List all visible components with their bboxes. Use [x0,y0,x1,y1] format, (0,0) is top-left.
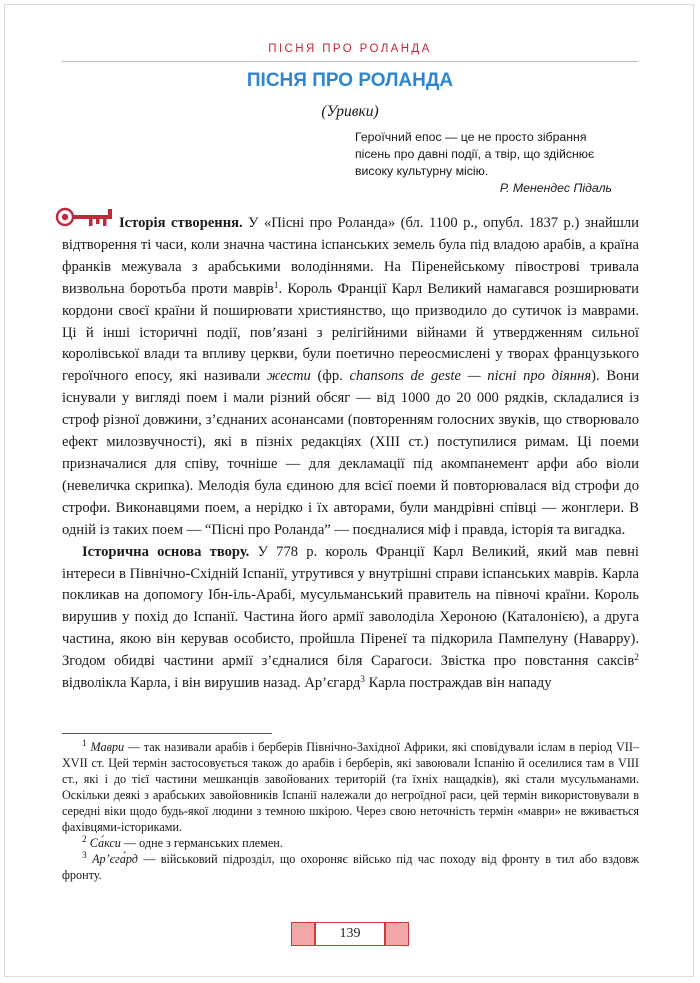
paragraph-historical-basis [62,542,639,695]
epigraph-text: Героїчний епос — це не просто зібрання пісень про давні події, а твір, що здійснює високу культурну місію. [355,130,595,178]
italic-term: chansons de geste — пісні про діяння [349,368,592,385]
text-run: У «Пісні про Роланда» (бл. 1100 р., опубл. 1837 р.) знайшли відтворення ті часи, коли значна частина іспанських земель була під владою арабів, а країна франків межувала з арабськими володіннями. На Піренейському півострові тривала визвольна боротьба проти маврів [62,215,639,297]
page-number-right-block [385,922,409,946]
footnote-text: — так називали арабів і берберів Північно-Західної Африки, які сповідували іслам в період VII–XVII ст. Цей термін застосовується також до арабів і берберів, які завоювали Іспанію й оселилися там в VIII ст., які і до тієї частини мешканців завойованих територій (та їхніх нащадків), які стали мусульманами. Оскільки деякі з арабських завойовників Іспанії належали до негроїдної раси, цей термін використовували в середні віки щодо будь-якої людини з темною шкірою. Через свою неточність термін «маври» не вживається фахівцями-істориками. [62,740,639,834]
text-run: Карла постраждав він нападу [365,675,552,692]
footnote-divider [62,733,272,734]
running-head: ПІСНЯ ПРО РОЛАНДА [268,43,432,55]
footnote [62,835,639,851]
text-run: відволікла Карла, і він вирушив назад. Ар’єгард [62,675,361,692]
footnote [62,739,639,835]
page-number-box [291,922,409,946]
footnote-text: — одне з германських племен. [120,836,283,850]
subtitle: (Уривки) [321,103,379,120]
text-run: У 778 р. король Франції Карл Великий, який мав певні інтереси в Північно-Східній Іспанії, утрутився у внутрішні справи іспанських маврів. Карла покликав на допомогу Ібн-іль-Арабі, мусульманський правитель на півночі країни. Король вирушив у похід до Іспанії. Частина його армії заволоділа Хероною (Каталонією), а друга частина, якою він керував особисто, пройшла Піренеї та підкорила Пампелуну (Наварру). Згодом обидві частини армії з’єдналися біля Сарагоси. Звістка про повстання саксів [62,543,639,670]
italic-term: жести [266,368,311,385]
footnote-number: 2 [82,835,87,845]
footnote-term: Маври [90,740,125,754]
page-number-left-block [291,922,315,946]
epigraph-author: Р. Менендес Підаль [499,181,612,195]
footnote-ref: 1 [273,280,279,291]
footnote-term: Са́кси [89,836,121,850]
text-run: (фр. [310,368,350,385]
footnotes [62,739,639,883]
main-text [62,213,639,695]
footnote-text: — військовий підрозділ, що охороняє військо під час походу від фронту в тил або вздовж фронту. [62,852,640,882]
text-run: ). Вони існували у вигляді поем і мали різний обсяг — від 1000 до 20 000 рядків, складалися із строф різної довжини, з’єднаних асонансами (повторенням голосних звуків, що створювало ефект милозвучності), які в пізніх редакціях (XIII ст.) поступилися римам. Ці поеми призначалися для співу, точніше — для декламації під акомпанемент арфи або віоли (невеличка скрипка). Мелодія була єдиною для всієї поеми й повторювалася від строфи до строфи. Виконавцями поем, а нерідко і їх авторами, були мандрівні співці — жонглери. В одній із таких поем — “Пісні про Роланда” — поєдналися міф і правда, історія та вигадка. [62,368,639,538]
heading-historical-basis: Історична основа твору. [82,543,250,560]
header-divider [62,61,638,62]
footnote-number: 3 [82,851,87,861]
heading-history: Історія створення. [119,215,243,231]
footnote-term: Ар’єга́рд [92,852,138,866]
footnote-number: 1 [82,739,87,749]
paragraph-history [62,213,639,542]
footnote-ref: 3 [360,675,366,686]
footnote [62,851,639,883]
page-number: 139 [315,922,385,946]
footnote-ref: 2 [634,653,639,664]
text-run: . Король Франції Карл Великий намагався розширювати кордони своєї країни й поширювати християнство, що призводило до сутичок із маврами. Ці й інші історичні події, пов’язані з релігійними війнами й утвердженням сильної королівської влади та впливу церкви, були поетично переосмислені у творах французького героїчного епосу, які називали [62,280,639,385]
page-title: ПІСНЯ ПРО РОЛАНДА [246,70,454,91]
